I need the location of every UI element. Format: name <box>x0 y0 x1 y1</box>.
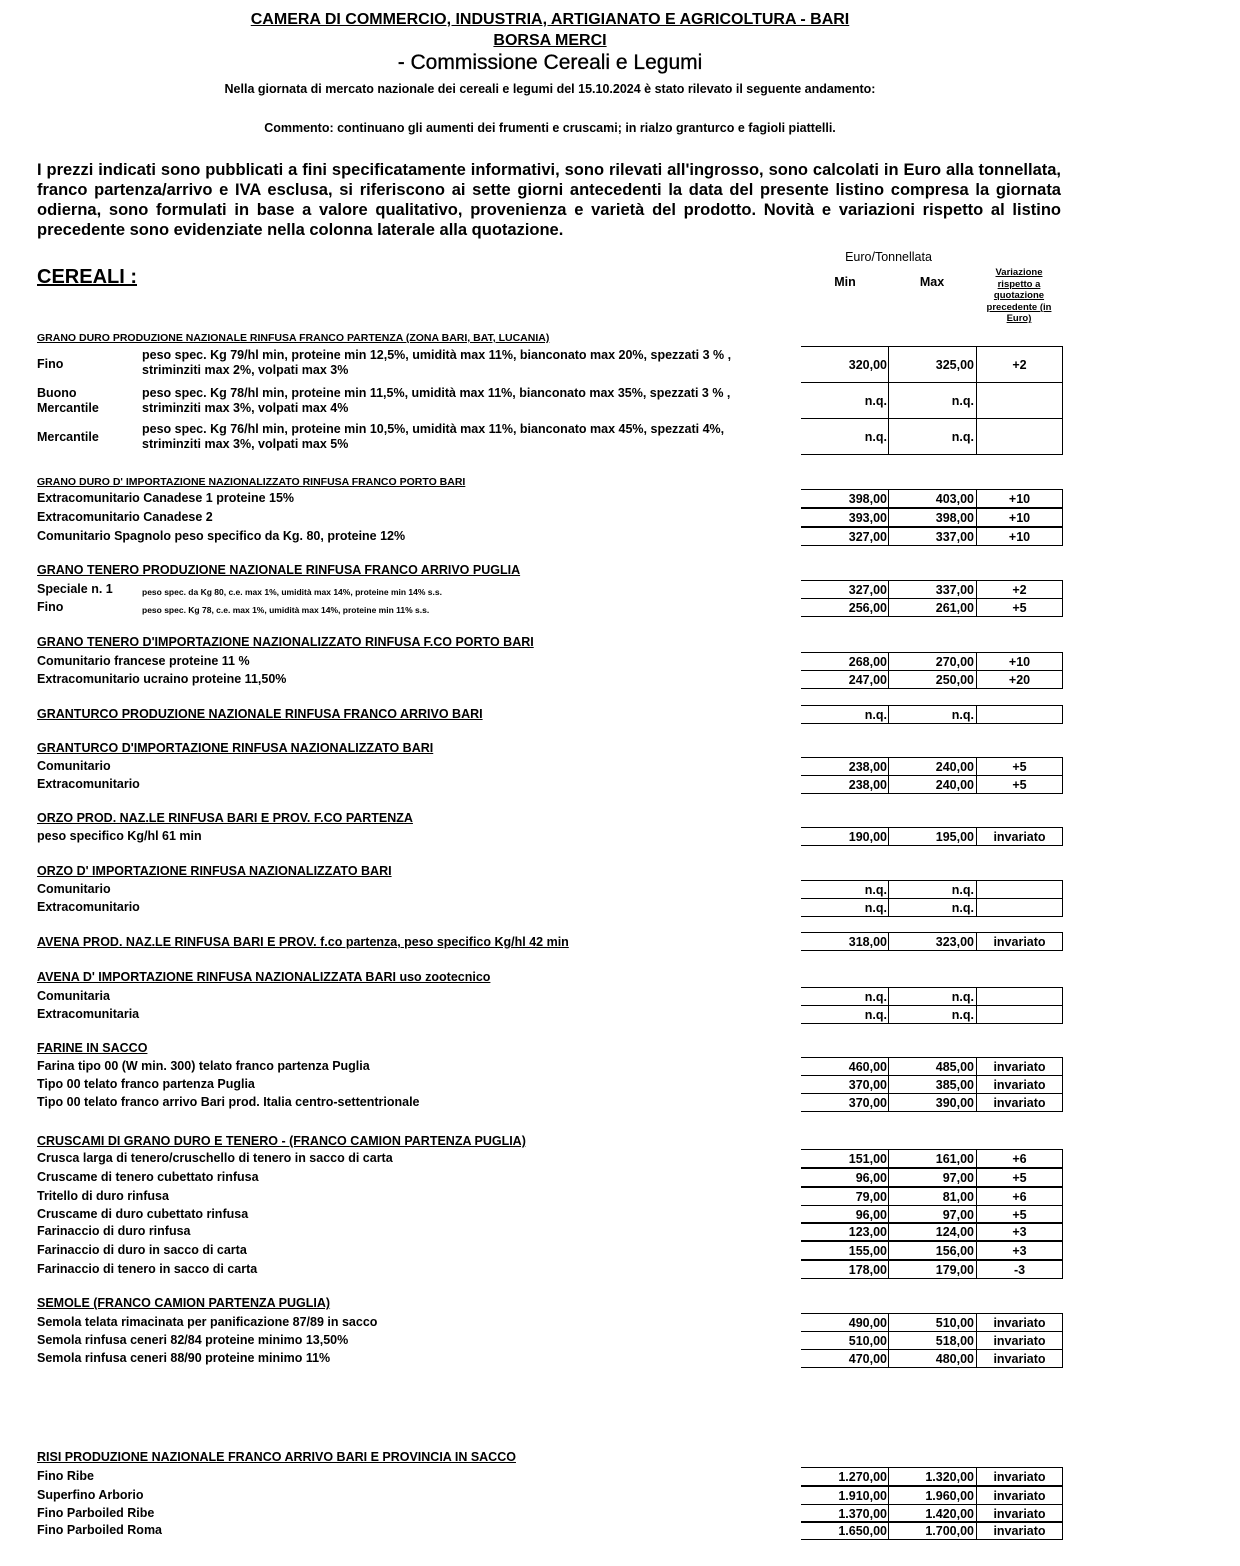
row-variation <box>976 1005 1063 1024</box>
row-label: Tipo 00 telato franco partenza Puglia <box>37 1077 255 1091</box>
row-variation <box>976 898 1063 917</box>
row-label: Comunitario francese proteine 11 % <box>37 654 250 668</box>
row-min: 327,00 <box>801 580 889 599</box>
row-max: n.q. <box>888 880 976 899</box>
unit-header: Euro/Tonnellata <box>845 250 932 264</box>
row-min: 490,00 <box>801 1313 889 1332</box>
row-max: 240,00 <box>888 757 976 776</box>
section-title: AVENA D' IMPORTAZIONE RINFUSA NAZIONALIZZATA BARI uso zootecnico <box>37 970 491 984</box>
section-title: GRANO TENERO PRODUZIONE NAZIONALE RINFUSA FRANCO ARRIVO PUGLIA <box>37 563 521 577</box>
row-variation: invariato <box>976 1349 1063 1368</box>
row-max: 398,00 <box>888 508 976 527</box>
section-title: SEMOLE (FRANCO CAMION PARTENZA PUGLIA) <box>37 1296 331 1310</box>
row-variation: +5 <box>976 1205 1063 1224</box>
row-label: Extracomunitario Canadese 1 proteine 15% <box>37 491 295 505</box>
row-variation: invariato <box>976 1521 1063 1540</box>
row-min: 247,00 <box>801 670 889 689</box>
row-max: 385,00 <box>888 1075 976 1094</box>
row-max: 124,00 <box>888 1222 976 1241</box>
row-variation: +3 <box>976 1241 1063 1260</box>
section-title: GRANTURCO PRODUZIONE NAZIONALE RINFUSA FRANCO ARRIVO BARI <box>37 707 483 721</box>
row-variation: +5 <box>976 598 1063 617</box>
section-price-max: n.q. <box>888 705 976 724</box>
row-min: n.q. <box>801 898 889 917</box>
row-min: 123,00 <box>801 1222 889 1241</box>
row-max: n.q. <box>888 987 976 1006</box>
row-min: n.q. <box>801 1005 889 1024</box>
row-variation <box>976 987 1063 1006</box>
row-description: peso spec. Kg 79/hl min, proteine min 12,5%, umidità max 11%, bianconato max 20%, spezzati 3 % , striminziti max 2%, volpati max 3% <box>142 348 732 377</box>
row-label: Superfino Arborio <box>37 1488 144 1502</box>
row-variation <box>976 382 1063 419</box>
section-price-variation <box>976 705 1063 724</box>
row-label: Tipo 00 telato franco arrivo Bari prod. Italia centro-settentrionale <box>37 1095 420 1109</box>
row-max: 81,00 <box>888 1187 976 1206</box>
row-min: 320,00 <box>801 346 889 383</box>
row-variation: +5 <box>976 775 1063 794</box>
section-title: FARINE IN SACCO <box>37 1041 148 1055</box>
row-min: 393,00 <box>801 508 889 527</box>
row-max: 510,00 <box>888 1313 976 1332</box>
row-variation: +10 <box>976 527 1063 546</box>
row-max: 250,00 <box>888 670 976 689</box>
row-variation: invariato <box>976 1093 1063 1112</box>
intro-text: Nella giornata di mercato nazionale dei cereali e legumi del 15.10.2024 è stato rilevato il seguente andamento: <box>224 82 876 96</box>
row-min: 327,00 <box>801 527 889 546</box>
row-min: 510,00 <box>801 1331 889 1350</box>
row-label: Fino <box>37 357 64 371</box>
section-title: GRANO TENERO D'IMPORTAZIONE NAZIONALIZZATO RINFUSA F.CO PORTO BARI <box>37 635 534 649</box>
row-min: 470,00 <box>801 1349 889 1368</box>
row-variation: +5 <box>976 757 1063 776</box>
row-variation: +10 <box>976 489 1063 508</box>
row-max: 179,00 <box>888 1260 976 1279</box>
row-label: Fino Parboiled Ribe <box>37 1506 155 1520</box>
row-label: Farinaccio di tenero in sacco di carta <box>37 1262 258 1276</box>
row-max: 156,00 <box>888 1241 976 1260</box>
row-max: 270,00 <box>888 652 976 671</box>
row-label: Cruscame di tenero cubettato rinfusa <box>37 1170 259 1184</box>
row-min: 398,00 <box>801 489 889 508</box>
row-label: Semola telata rimacinata per panificazione 87/89 in sacco <box>37 1315 378 1329</box>
section-title: AVENA PROD. NAZ.LE RINFUSA BARI E PROV. f.co partenza, peso specifico Kg/hl 42 min <box>37 935 569 949</box>
section-title: GRANTURCO D'IMPORTAZIONE RINFUSA NAZIONALIZZATO BARI <box>37 741 434 755</box>
section-title: ORZO PROD. NAZ.LE RINFUSA BARI E PROV. F.CO PARTENZA <box>37 811 413 825</box>
row-variation: +10 <box>976 508 1063 527</box>
section-price-min: 318,00 <box>801 932 889 951</box>
row-variation: +6 <box>976 1187 1063 1206</box>
row-max: n.q. <box>888 418 976 455</box>
row-label: peso specifico Kg/hl 61 min <box>37 829 202 843</box>
row-label: Comunitaria <box>37 989 110 1003</box>
row-label: Tritello di duro rinfusa <box>37 1189 169 1203</box>
section-price-min: n.q. <box>801 705 889 724</box>
row-label: Extracomunitario <box>37 900 140 914</box>
row-min: 190,00 <box>801 827 889 846</box>
comment-text: Commento: continuano gli aumenti dei frumenti e cruscami; in rialzo granturco e fagioli piattelli. <box>264 121 836 135</box>
row-min: 155,00 <box>801 1241 889 1260</box>
section-title: GRANO DURO PRODUZIONE NAZIONALE RINFUSA FRANCO PARTENZA (ZONA BARI, BAT, LUCANIA) <box>37 332 550 344</box>
row-variation: +2 <box>976 346 1063 383</box>
row-max: 518,00 <box>888 1331 976 1350</box>
row-max: 390,00 <box>888 1093 976 1112</box>
row-max: 485,00 <box>888 1057 976 1076</box>
row-variation: invariato <box>976 827 1063 846</box>
row-variation: invariato <box>976 1331 1063 1350</box>
row-description: peso spec. da Kg 80, c.e. max 1%, umidità max 14%, proteine min 14% s.s. <box>142 587 442 597</box>
row-label: Mercantile <box>37 430 99 444</box>
row-description: peso spec. Kg 76/hl min, proteine min 10,5%, umidità max 11%, bianconato max 45%, spezzati 4%, striminziti max 3%, volpati max 5% <box>142 422 725 451</box>
row-min: 370,00 <box>801 1075 889 1094</box>
row-variation <box>976 880 1063 899</box>
row-label: Fino Parboiled Roma <box>37 1523 163 1537</box>
row-label: Crusca larga di tenero/cruschello di tenero in sacco di carta <box>37 1151 393 1165</box>
row-min: 1.910,00 <box>801 1486 889 1505</box>
row-min: 96,00 <box>801 1168 889 1187</box>
variation-header: Variazione rispetto a quotazione precedente (in Euro) <box>986 267 1052 325</box>
row-variation: invariato <box>976 1057 1063 1076</box>
row-min: 96,00 <box>801 1205 889 1224</box>
row-max: 1.700,00 <box>888 1521 976 1540</box>
row-label: Comunitario <box>37 759 111 773</box>
row-label: Extracomunitario ucraino proteine 11,50% <box>37 672 287 686</box>
row-max: 1.960,00 <box>888 1486 976 1505</box>
row-label: Semola rinfusa ceneri 82/84 proteine minimo 13,50% <box>37 1333 349 1347</box>
row-description: peso spec. Kg 78, c.e. max 1%, umidità max 14%, proteine min 11% s.s. <box>142 605 430 615</box>
row-label: Fino Ribe <box>37 1469 94 1483</box>
row-label: Extracomunitaria <box>37 1007 140 1021</box>
row-min: 151,00 <box>801 1149 889 1168</box>
row-max: 480,00 <box>888 1349 976 1368</box>
row-max: n.q. <box>888 382 976 419</box>
row-label: Buono Mercantile <box>37 386 99 415</box>
row-min: 256,00 <box>801 598 889 617</box>
cereali-heading: CEREALI : <box>37 266 137 288</box>
row-variation: invariato <box>976 1075 1063 1094</box>
row-max: 97,00 <box>888 1205 976 1224</box>
row-label: Farinaccio di duro rinfusa <box>37 1224 191 1238</box>
row-max: 261,00 <box>888 598 976 617</box>
row-max: 403,00 <box>888 489 976 508</box>
row-label: Cruscame di duro cubettato rinfusa <box>37 1207 249 1221</box>
section-title: RISI PRODUZIONE NAZIONALE FRANCO ARRIVO BARI E PROVINCIA IN SACCO <box>37 1450 516 1464</box>
section-title: GRANO DURO D' IMPORTAZIONE NAZIONALIZZATO RINFUSA FRANCO PORTO BARI <box>37 476 466 488</box>
row-variation: +2 <box>976 580 1063 599</box>
row-max: 337,00 <box>888 527 976 546</box>
section-title: CRUSCAMI DI GRANO DURO E TENERO - (FRANCO CAMION PARTENZA PUGLIA) <box>37 1134 526 1148</box>
row-variation <box>976 418 1063 455</box>
row-label: Comunitario Spagnolo peso specifico da Kg. 80, proteine 12% <box>37 529 406 543</box>
row-label: Comunitario <box>37 882 111 896</box>
row-min: 238,00 <box>801 775 889 794</box>
row-description: peso spec. Kg 78/hl min, proteine min 11,5%, umidità max 11%, bianconato max 35%, spezzati 3 % , striminziti max 3%, volpati max 4% <box>142 386 731 415</box>
row-min: 238,00 <box>801 757 889 776</box>
row-label: Extracomunitario Canadese 2 <box>37 510 213 524</box>
row-variation: +20 <box>976 670 1063 689</box>
row-min: 178,00 <box>801 1260 889 1279</box>
row-max: 1.420,00 <box>888 1504 976 1523</box>
section-price-max: 323,00 <box>888 932 976 951</box>
row-min: 1.370,00 <box>801 1504 889 1523</box>
max-header: Max <box>919 275 945 289</box>
row-min: 268,00 <box>801 652 889 671</box>
row-max: 1.320,00 <box>888 1467 976 1486</box>
row-min: 79,00 <box>801 1187 889 1206</box>
row-variation: invariato <box>976 1504 1063 1523</box>
row-variation: invariato <box>976 1313 1063 1332</box>
row-min: 460,00 <box>801 1057 889 1076</box>
row-variation: -3 <box>976 1260 1063 1279</box>
min-header: Min <box>834 275 856 289</box>
row-min: 370,00 <box>801 1093 889 1112</box>
row-variation: +6 <box>976 1149 1063 1168</box>
row-min: n.q. <box>801 418 889 455</box>
row-min: 1.270,00 <box>801 1467 889 1486</box>
row-min: n.q. <box>801 987 889 1006</box>
row-max: 161,00 <box>888 1149 976 1168</box>
row-min: n.q. <box>801 382 889 419</box>
row-max: 97,00 <box>888 1168 976 1187</box>
row-max: 240,00 <box>888 775 976 794</box>
disclaimer-paragraph: I prezzi indicati sono pubblicati a fini specificatamente informativi, sono rilevati all'ingrosso, sono calcolati in Euro alla tonnellata, franco partenza/arrivo e IVA esclusa, si riferiscono ai sette giorni antecedenti la data del presente listino compresa la giornata odierna, sono formulati in base a valore qualitativo, provenienza e varietà del prodotto. Novità e variazioni rispetto al listino precedente sono evidenziate nella colonna laterale alla quotazione. <box>37 161 1061 239</box>
row-label: Semola rinfusa ceneri 88/90 proteine minimo 11% <box>37 1351 331 1365</box>
section-price-variation: invariato <box>976 932 1063 951</box>
row-variation: invariato <box>976 1486 1063 1505</box>
row-min: n.q. <box>801 880 889 899</box>
row-label: Extracomunitario <box>37 777 140 791</box>
row-max: n.q. <box>888 1005 976 1024</box>
row-label: Farinaccio di duro in sacco di carta <box>37 1243 247 1257</box>
row-max: 337,00 <box>888 580 976 599</box>
row-label: Farina tipo 00 (W min. 300) telato franco partenza Puglia <box>37 1059 370 1073</box>
row-label: Speciale n. 1 <box>37 582 113 596</box>
section-title: ORZO D' IMPORTAZIONE RINFUSA NAZIONALIZZATO BARI <box>37 864 392 878</box>
row-variation: invariato <box>976 1467 1063 1486</box>
row-variation: +10 <box>976 652 1063 671</box>
chamber-title: CAMERA DI COMMERCIO, INDUSTRIA, ARTIGIANATO E AGRICOLTURA - BARI <box>250 11 850 28</box>
borsa-merci-title: BORSA MERCI <box>493 32 607 49</box>
row-label: Fino <box>37 600 64 614</box>
commission-title: - Commissione Cereali e Legumi <box>397 51 703 74</box>
row-min: 1.650,00 <box>801 1521 889 1540</box>
row-variation: +5 <box>976 1168 1063 1187</box>
row-max: n.q. <box>888 898 976 917</box>
row-max: 195,00 <box>888 827 976 846</box>
row-max: 325,00 <box>888 346 976 383</box>
row-variation: +3 <box>976 1222 1063 1241</box>
